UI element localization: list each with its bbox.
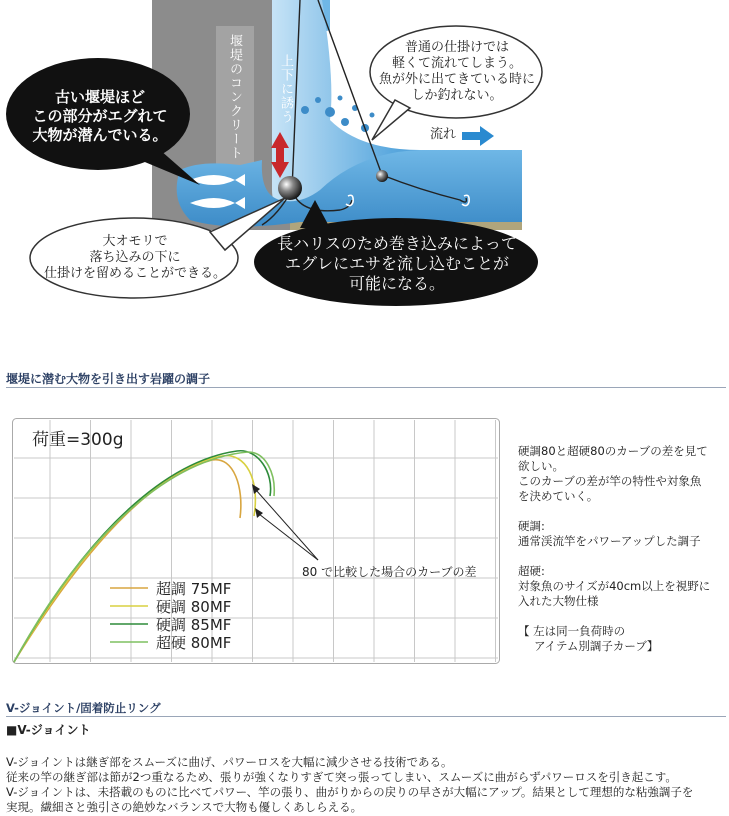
section-title-rod-action: 堰堤に潜む大物を引き出す岩躍の調子 <box>6 372 211 386</box>
vjoint-description: V-ジョイントは継ぎ部をスムーズに曲げ、パワーロスを大幅に減少させる技術である。 従来の竿の継ぎ部は節が2つ重なるため、張りが強くなりすぎて突っ張ってしまい、スムーズに曲がらずパワーロスを引き起こす。 V-ジョイントは、未搭載のものに比べてパワー、竿の張り、曲がりからの戻りの早さが大幅にアップ。結果として理想的な粘強調子を 実現。繊細さと強引さの絶妙なバランスで大物も優しくあしらえる。 <box>6 755 694 814</box>
small-sinker <box>376 170 388 182</box>
bubble-old-weir: 古い堰堤ほど この部分がエグれて 大物が潜んでいる。 <box>32 88 168 144</box>
section-title-vjoint: V-ジョイント/固着防止リング <box>6 701 161 715</box>
weir-label: 堰堤のコンクリート <box>227 34 242 160</box>
section-divider <box>6 387 726 388</box>
legend-label: 超硬 80MF <box>156 634 232 652</box>
updown-label: 上下に誘う <box>278 54 293 124</box>
weir-illustration <box>0 0 729 310</box>
chart-notes: 硬調80と超硬80のカーブの差を見て 欲しい。 このカーブの差が竿の特性や対象魚 を決めていく。 硬調: 通常渓流竿をパワーアップした調子 超硬: 対象魚のサイズが40cm以上を視野に 入れた大物仕様 【 左は同一負荷時の アイテム別調子カーブ】 <box>518 444 711 653</box>
legend-label: 超調 75MF <box>156 580 232 598</box>
bend-curve-svg <box>12 418 500 664</box>
chart-title: 荷重=300g <box>32 430 124 450</box>
flow-label: 流れ <box>430 127 457 142</box>
chart-annotation: 80 で比較した場合のカーブの差 <box>302 565 477 579</box>
bubble-normal: 普通の仕掛けでは 軽くて流れてしまう。 魚が外に出てきている時に しか釣れない。 <box>378 40 535 103</box>
legend-label: 硬調 85MF <box>156 616 232 634</box>
flow-arrow-icon <box>462 126 494 146</box>
vjoint-heading: ■V-ジョイント <box>6 723 91 737</box>
section-divider-2 <box>6 716 726 717</box>
big-sinker <box>278 176 302 200</box>
legend-label: 硬調 80MF <box>156 598 232 616</box>
bubble-long-harris: 長ハリスのため巻き込みによって エグレにエサを流し込むことが 可能になる。 <box>277 234 517 293</box>
bubble-sinker: 大オモリで 落ち込みの下に 仕掛けを留めることができる。 <box>43 234 226 281</box>
bend-curve-chart <box>12 418 500 664</box>
